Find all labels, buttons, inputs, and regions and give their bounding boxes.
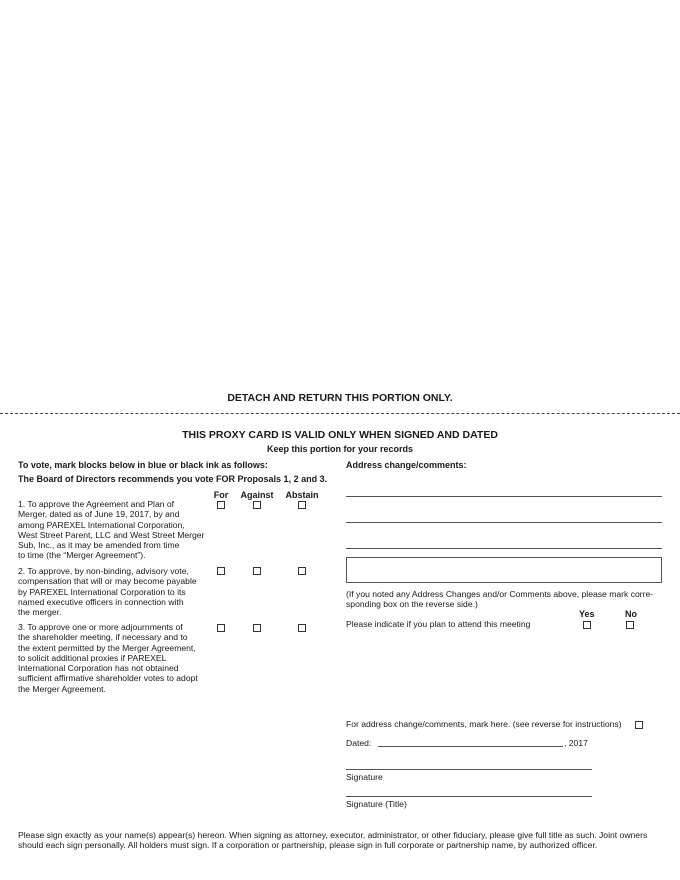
signature-label: Signature (346, 772, 383, 782)
note-line: (If you noted any Address Changes and/or Comments above, please mark corre- (346, 589, 654, 599)
board-recommendation: The Board of Directors recommends you vote FOR Proposals 1, 2 and 3. (18, 474, 328, 484)
proposal-1-abstain-checkbox[interactable] (298, 501, 306, 509)
proposal-3-abstain-checkbox[interactable] (298, 624, 306, 632)
proposal-line: among PAREXEL International Corporation, (18, 519, 185, 530)
proposal-line: to solicit additional proxies if PAREXEL (18, 652, 167, 663)
address-change-note (346, 589, 676, 610)
card-title: THIS PROXY CARD IS VALID ONLY WHEN SIGNED AND DATED (182, 429, 498, 441)
attend-meeting-text: Please indicate if you plan to attend this meeting (346, 619, 531, 629)
proposal-line: to time (the “Merger Agreement”). (18, 550, 146, 561)
proposal-line: compensation that will or may become payable (18, 576, 197, 587)
attend-no-checkbox[interactable] (626, 621, 634, 629)
address-line-2[interactable] (346, 522, 662, 523)
yes-label: Yes (579, 609, 595, 619)
year-text: , 2017 (564, 738, 588, 748)
footer-line: should each sign personally. All holders must sign. If a corporation or partnership, please sign in full corporate or partnership name, by authorized officer. (18, 840, 598, 851)
date-line[interactable] (378, 746, 563, 747)
signature-line[interactable] (346, 769, 592, 770)
address-line-1[interactable] (346, 496, 662, 497)
proposal-line: 1. To approve the Agreement and Plan of (18, 499, 175, 509)
proposal-3-for-checkbox[interactable] (217, 624, 225, 632)
perforation-line (0, 413, 680, 414)
signature-title-label: Signature (Title) (346, 799, 407, 809)
no-label: No (625, 609, 637, 619)
proposal-2-against-checkbox[interactable] (253, 567, 261, 575)
proposal-1-against-checkbox[interactable] (253, 501, 261, 509)
proposal-1-for-checkbox[interactable] (217, 501, 225, 509)
address-comment-box[interactable] (346, 557, 662, 583)
column-abstain: Abstain (285, 490, 319, 500)
signing-instructions (18, 830, 668, 851)
vote-instruction: To vote, mark blocks below in blue or black ink as follows: (18, 460, 268, 470)
proposal-3 (18, 622, 208, 694)
address-heading: Address change/comments: (346, 460, 467, 470)
proposal-line: Merger, dated as of June 19, 2017, by and (18, 509, 180, 520)
proposal-line: Sub, Inc., as it may be amended from time (18, 540, 180, 551)
proposal-line: the shareholder meeting, if necessary and to (18, 632, 188, 643)
column-for: For (213, 490, 229, 500)
proposal-line: sufficient affirmative shareholder votes to adopt (18, 673, 198, 684)
proposal-line: by PAREXEL International Corporation to its (18, 586, 186, 597)
proposal-1 (18, 499, 208, 561)
proposal-line: 2. To approve, by non-binding, advisory vote, (18, 566, 189, 576)
signature-title-line[interactable] (346, 796, 592, 797)
proposal-2 (18, 566, 208, 617)
footer-line: Please sign exactly as your name(s) appear(s) hereon. When signing as attorney, executor, administrator, or other fiduciary, please give full title as such. Joint owners (18, 830, 648, 840)
proposal-2-abstain-checkbox[interactable] (298, 567, 306, 575)
address-mark-text: For address change/comments, mark here. (see reverse for instructions) (346, 719, 622, 729)
detach-instruction: DETACH AND RETURN THIS PORTION ONLY. (227, 392, 453, 404)
proposal-line: 3. To approve one or more adjournments of (18, 622, 183, 632)
proposal-2-for-checkbox[interactable] (217, 567, 225, 575)
dated-label: Dated: (346, 738, 372, 748)
proposal-line: International Corporation has not obtained (18, 663, 179, 674)
address-change-checkbox[interactable] (635, 721, 643, 729)
proposal-line: the Merger Agreement. (18, 683, 106, 694)
proposal-3-against-checkbox[interactable] (253, 624, 261, 632)
proposal-line: West Street Parent, LLC and West Street Merger (18, 529, 205, 540)
note-line: sponding box on the reverse side.) (346, 599, 478, 610)
proposal-line: the extent permitted by the Merger Agreement, (18, 642, 196, 653)
address-line-3[interactable] (346, 548, 662, 549)
attend-yes-checkbox[interactable] (583, 621, 591, 629)
proposal-line: the merger. (18, 607, 62, 618)
column-against: Against (240, 490, 274, 500)
keep-records-note: Keep this portion for your records (266, 444, 414, 454)
proposal-line: named executive officers in connection with (18, 596, 184, 607)
